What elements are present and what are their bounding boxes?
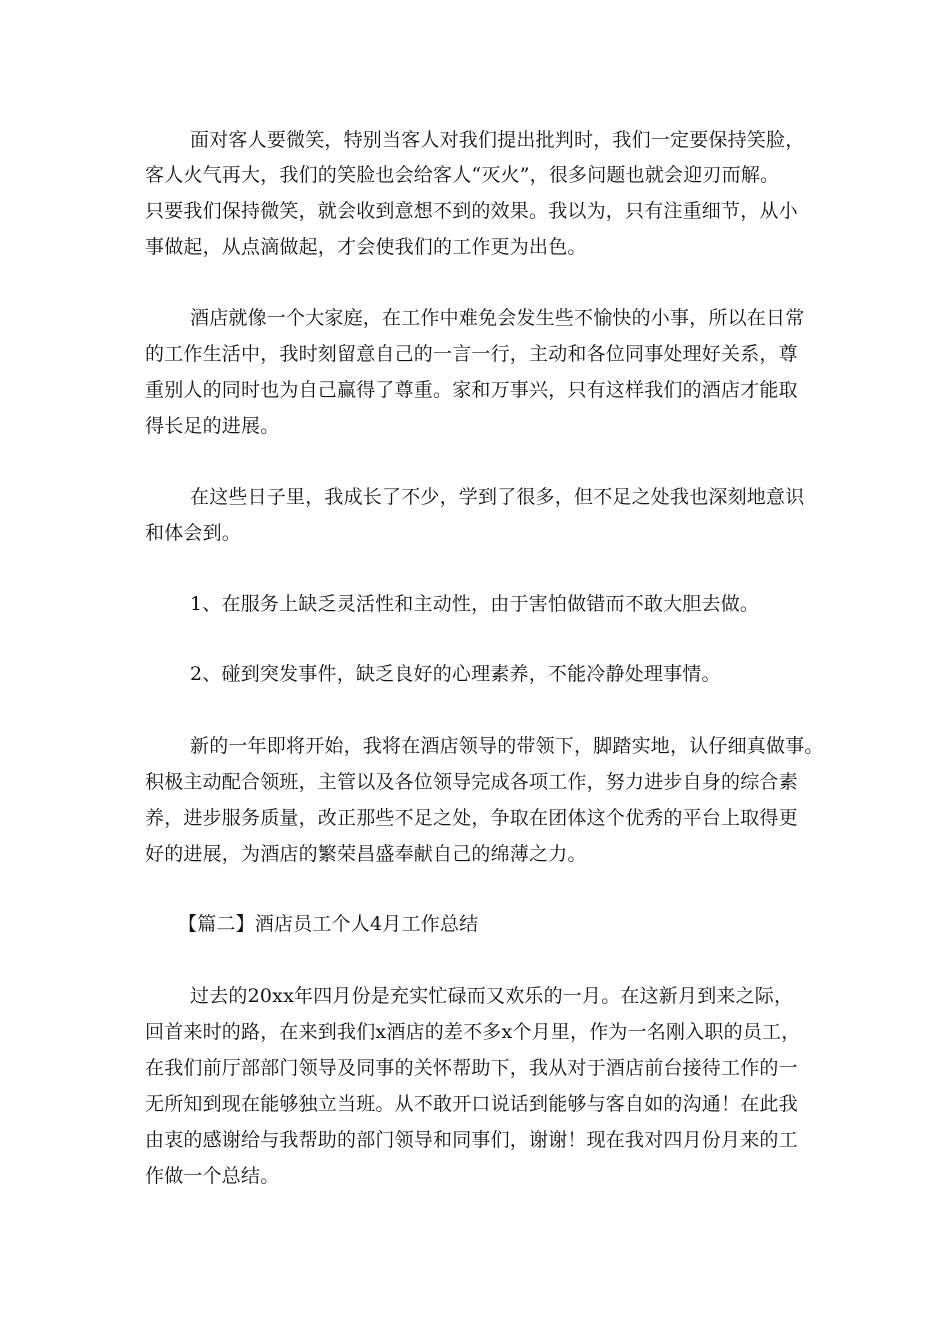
text-line: 得长足的进展。 — [145, 415, 280, 437]
text-line: 只要我们保持微笑，就会收到意想不到的效果。我以为，只有注重细节，从小 — [145, 200, 798, 222]
text-line: 重别人的同时也为自己赢得了尊重。家和万事兴，只有这样我们的酒店才能取 — [145, 379, 798, 401]
text-line: 作做一个总结。 — [145, 1165, 280, 1187]
text-line: 的工作生活中，我时刻留意自己的一言一行，主动和各位同事处理好关系，尊 — [145, 343, 798, 365]
text-line: 好的进展，为酒店的繁荣昌盛奉献自己的绵薄之力。 — [145, 843, 587, 865]
text-line: 面对客人要微笑，特别当客人对我们提出批判时，我们一定要保持笑脸， — [190, 129, 805, 151]
text-line: 积极主动配合领班，主管以及各位领导完成各项工作，努力进步自身的综合素 — [145, 771, 798, 793]
list-item: 1、在服务上缺乏灵活性和主动性，由于害怕做错而不敢大胆去做。 — [190, 593, 760, 615]
text-line: 无所知到现在能够独立当班。从不敢开口说话到能够与客自如的沟通！在此我 — [145, 1093, 798, 1115]
section-heading: 【篇二】酒店员工个人4月工作总结 — [178, 913, 479, 935]
text-line: 在这些日子里，我成长了不少，学到了很多，但不足之处我也深刻地意识 — [190, 486, 805, 508]
text-line: 酒店就像一个大家庭，在工作中难免会发生些不愉快的小事，所以在日常 — [190, 307, 805, 329]
text-line: 养，进步服务质量，改正那些不足之处，争取在团体这个优秀的平台上取得更 — [145, 807, 798, 829]
text-line: 回首来时的路，在来到我们x酒店的差不多x个月里，作为一名刚入职的员工， — [145, 1021, 801, 1043]
text-line: 在我们前厅部部门领导及同事的关怀帮助下，我从对于酒店前台接待工作的一 — [145, 1057, 798, 1079]
text-line: 由衷的感谢给与我帮助的部门领导和同事们，谢谢！现在我对四月份月来的工 — [145, 1129, 798, 1151]
text-line: 事做起，从点滴做起，才会使我们的工作更为出色。 — [145, 236, 587, 258]
text-line: 和体会到。 — [145, 522, 242, 544]
list-item: 2、碰到突发事件，缺乏良好的心理素养，不能冷静处理事情。 — [190, 663, 721, 685]
text-line: 新的一年即将开始，我将在酒店领导的带领下，脚踏实地，认仔细真做事。 — [190, 735, 824, 757]
text-line: 客人火气再大，我们的笑脸也会给客人“灭火”，很多问题也就会迎刃而解。 — [145, 164, 780, 186]
text-line: 过去的20xx年四月份是充实忙碌而又欢乐的一月。在这新月到来之际， — [190, 985, 794, 1007]
